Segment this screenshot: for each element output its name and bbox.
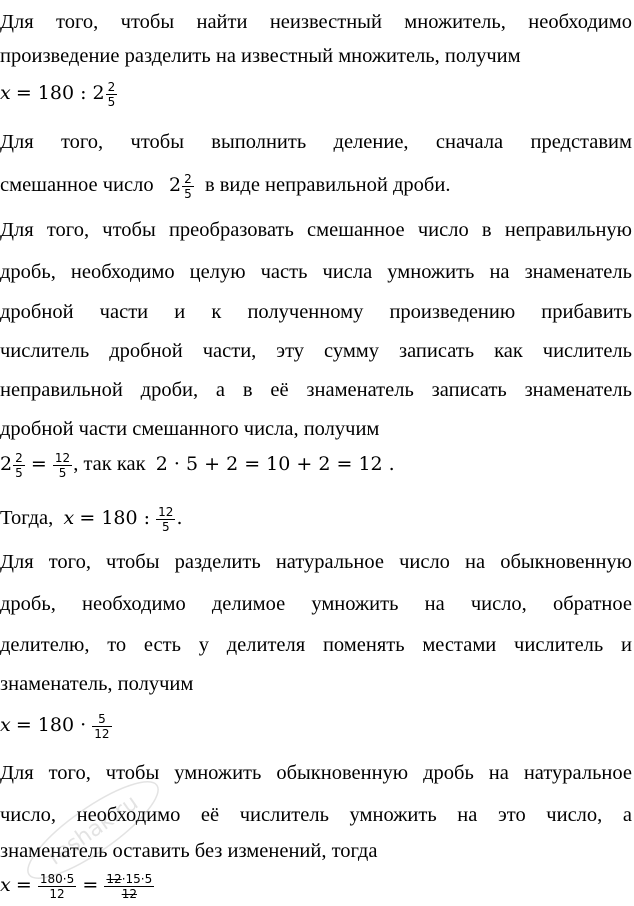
text-line: произведение разделить на известный множитель, получим (0, 45, 521, 67)
denominator: 12 (104, 886, 154, 901)
text-line: число, необходимо её числитель умножить на это число, а (0, 804, 632, 826)
equation-2 (0, 451, 632, 480)
fraction (53, 451, 72, 480)
denominator: 5 (53, 465, 72, 480)
text-fragment: смешанное число (0, 174, 154, 197)
text-line: Для того, чтобы выполнить деление, сначала представим (0, 131, 632, 153)
fraction (104, 872, 154, 901)
fraction (92, 712, 111, 741)
equation-rhs: = 180 : (79, 507, 151, 530)
cancelled-factor: 12 (106, 872, 122, 886)
text-line: Для того, чтобы умножить обыкновенную дробь на натуральное (0, 762, 632, 784)
variable-x: x (0, 874, 11, 897)
fraction (106, 80, 118, 109)
numerator: 180·5 (39, 872, 75, 886)
text-fragment: Тогда, (0, 507, 54, 530)
text-line: дробной части смешанного числа, получим (0, 418, 380, 440)
equals-sign: = (15, 874, 32, 897)
variable-x: x (0, 714, 11, 737)
text-line: числитель дробной части, эту сумму записать как числитель (0, 340, 632, 362)
equation-4 (0, 712, 632, 741)
numerator (104, 872, 154, 886)
denominator: 5 (184, 187, 192, 201)
numerator: 12 (54, 451, 71, 465)
text-line: делителю, то есть у делителя поменять местами числитель и (0, 634, 632, 656)
text-line: дробной части и к полученному произведению прибавить (0, 301, 632, 323)
denominator: 12 (38, 886, 76, 901)
variable-x: x (63, 507, 75, 530)
text-fragment: , так как (73, 453, 146, 476)
mixed-whole: 2 (0, 453, 13, 476)
watermark-text: reshak.ru (43, 790, 143, 871)
denominator: 12 (94, 727, 110, 741)
variable-x: x (0, 82, 11, 105)
fraction (156, 505, 175, 534)
denominator: 5 (107, 95, 116, 109)
equation-3 (0, 505, 632, 534)
text-line: знаменатель оставить без изменений, тогда (0, 840, 378, 862)
numerator: 2 (15, 451, 23, 465)
denominator: 5 (15, 466, 23, 480)
numerator: 2 (107, 80, 116, 94)
fraction (13, 451, 25, 480)
equation-1 (0, 80, 632, 109)
numerator: 2 (184, 172, 192, 186)
fraction (182, 172, 194, 201)
text-line: Для того, чтобы найти неизвестный множитель, необходимо (0, 11, 632, 33)
equation-5 (0, 872, 632, 901)
text-line: неправильной дроби, а в её знаменатель записать знаменатель (0, 379, 632, 401)
period: . (176, 507, 183, 530)
text-line: знаменатель, получим (0, 673, 194, 695)
text-fragment: в виде неправильной дроби. (204, 174, 451, 197)
denominator: 5 (156, 519, 175, 534)
numerator: 12 (158, 505, 174, 519)
text-line: Для того, чтобы разделить натуральное число на обыкновенную (0, 551, 632, 573)
fraction (38, 872, 76, 901)
equals-sign: = (30, 453, 47, 476)
equation-rhs: = 180 : 2 (15, 82, 105, 105)
calculation: 2 · 5 + 2 = 10 + 2 = 12 . (155, 453, 395, 476)
text-line: дробь, необходимо делимое умножить на число, обратное (0, 593, 632, 615)
mixed-whole: 2 (168, 174, 182, 197)
equals-sign: = (82, 874, 99, 897)
numerator: 5 (98, 712, 106, 726)
equation-rhs: = 180 · (15, 714, 87, 737)
text-line-mixed (0, 172, 632, 201)
text-line: Для того, чтобы преобразовать смешанное число в неправильную (0, 219, 632, 241)
text-line: дробь, необходимо целую часть числа умножить на знаменатель (0, 261, 632, 283)
remaining-factors: ·15·5 (121, 872, 153, 886)
